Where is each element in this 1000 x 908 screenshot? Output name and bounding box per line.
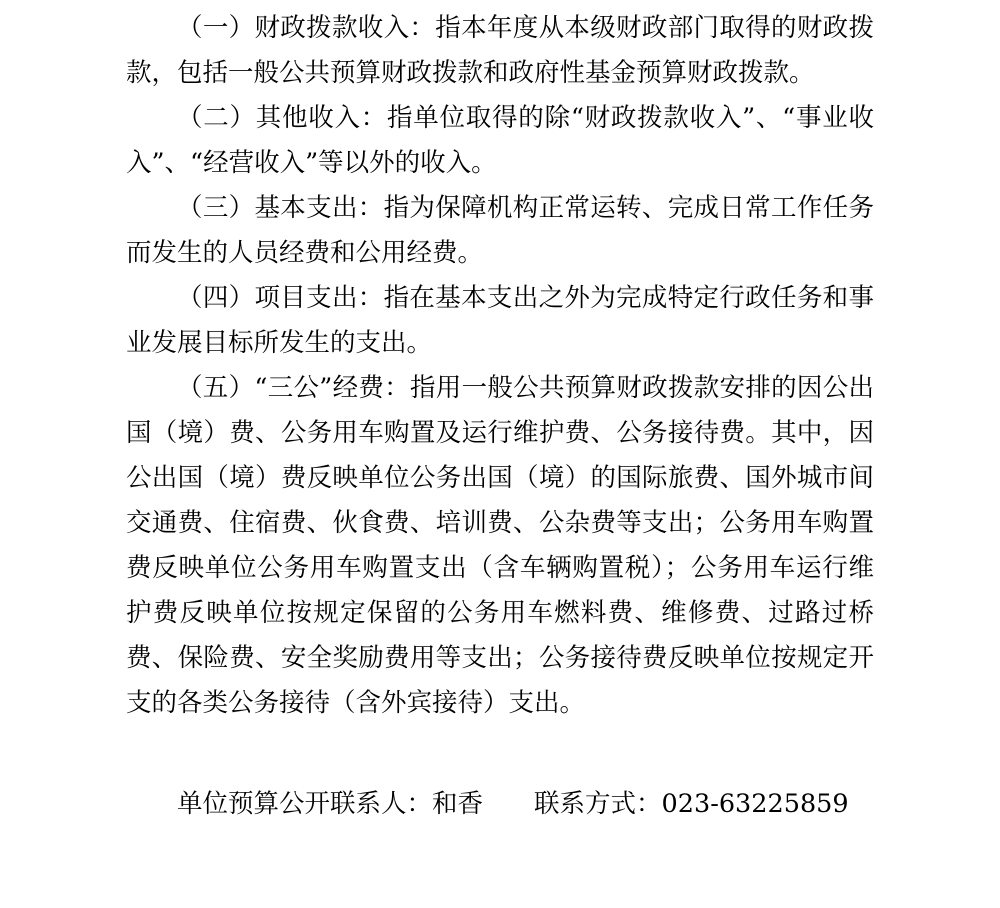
paragraph-item-1: （一）财政拨款收入：指本年度从本级财政部门取得的财政拨款，包括一般公共预算财政拨款和政府性基金预算财政拨款。 xyxy=(126,13,874,88)
contact-line xyxy=(126,782,874,827)
contact-person-label: 单位预算公开联系人： xyxy=(177,789,433,819)
paragraph-item-2: （二）其他收入：指单位取得的除“财政拨款收入”、“事业收入”、“经营收入”等以外的收入。 xyxy=(126,103,874,178)
paragraph-item-5: （五）“三公”经费：指用一般公共预算财政拨款安排的因公出国（境）费、公务用车购置及运行维护费、公务接待费。其中，因公出国（境）费反映单位公务出国（境）的国际旅费、国外城市间交通费、住宿费、伙食费、培训费、公杂费等支出；公务用车购置费反映单位公务用车购置支出（含车辆购置税）；公务用车运行维护费反映单位按规定保留的公务用车燃料费、维修费、过路过桥费、保险费、安全奖励费用等支出；公务接待费反映单位按规定开支的各类公务接待（含外宾接待）支出。 xyxy=(126,373,874,718)
contact-block xyxy=(126,782,874,827)
paragraph-item-4: （四）项目支出：指在基本支出之外为完成特定行政任务和事业发展目标所发生的支出。 xyxy=(126,283,874,358)
document-body xyxy=(126,0,874,827)
contact-method-label: 联系方式： xyxy=(534,789,662,819)
contact-person-value: 和香 xyxy=(432,789,484,819)
paragraph-item-3: （三）基本支出：指为保障机构正常运转、完成日常工作任务而发生的人员经费和公用经费。 xyxy=(126,193,874,268)
contact-method-value: 023-63225859 xyxy=(661,789,849,819)
